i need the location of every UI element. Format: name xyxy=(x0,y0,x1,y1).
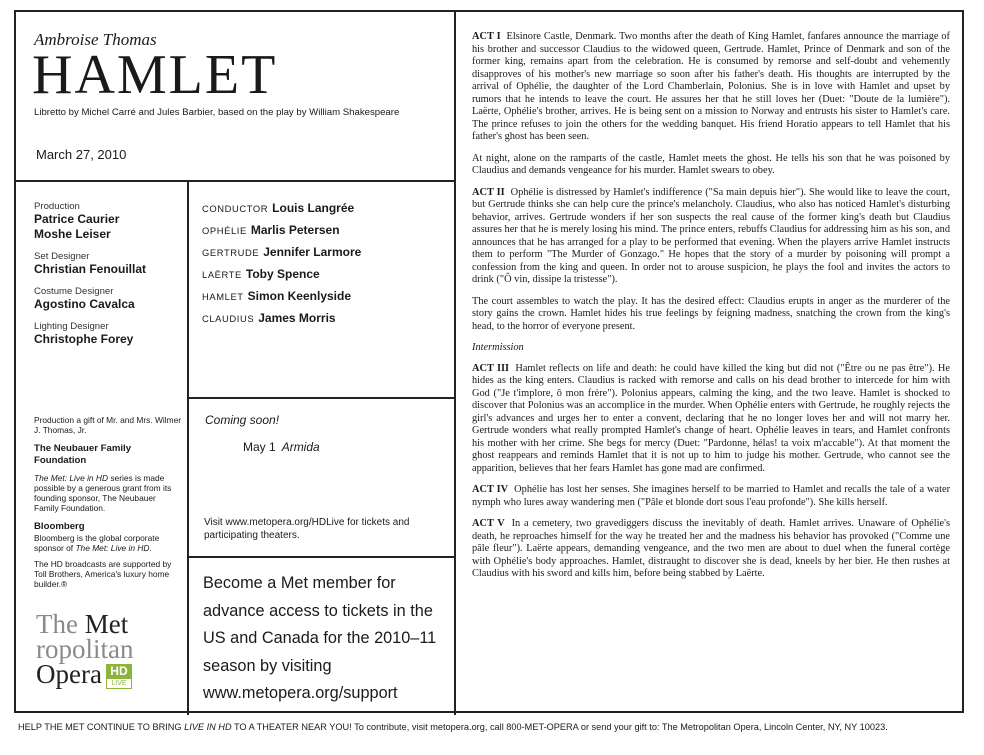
cast-name: Louis Langrée xyxy=(272,201,355,215)
credit-role: Set Designer xyxy=(34,251,90,262)
act-text: In a cemetery, two gravediggers discuss the inevitably of death. Hamlet arrives. Unaware of Ophélie's death, he reproaches himself for the way he treated her and the madness his behavior has provoked ("Comme une pâle fleur"). Laërte appears, demanding vengeance, and the two men are about to duel when the funeral cortège with Ophélie's body approaches. Hamlet, distraught to discover she is dead, kneels by her bier. He then rushes at Claudius with his sword and kills him, before being stabbed by Laërte. xyxy=(472,518,950,579)
series-title: The Met: Live in HD xyxy=(34,473,109,483)
cast-name: Simon Keenlyside xyxy=(247,289,352,303)
page-title: HAMLET xyxy=(32,44,278,106)
met-opera-logo xyxy=(36,609,134,689)
synopsis-paragraph: At night, alone on the ramparts of the castle, Hamlet meets the ghost. He tells his son that he was poisoned by Claudius and demands vengeance for his murder. Hamlet swears to obey. xyxy=(472,152,950,176)
membership-promo: Become a Met member for advance access to tickets in the US and Canada for the 2010–11 season by visiting www.metopera.org/support xyxy=(203,574,437,702)
logo-word-met: Met xyxy=(84,609,129,639)
act-label: ACT V xyxy=(472,518,505,529)
coming-soon-heading: Coming soon! xyxy=(205,413,280,427)
cast-list xyxy=(202,201,361,333)
footer-text: TO A THEATER NEAR YOU! xyxy=(231,722,352,732)
cast-row xyxy=(202,289,361,311)
footer-text: HELP THE MET CONTINUE TO BRING xyxy=(18,722,185,732)
divider-vertical-main xyxy=(454,10,456,715)
credit-name: Christophe Forey xyxy=(34,332,134,346)
act-text: Ophélie has lost her senses. She imagines herself to be married to Hamlet and recalls the tale of a water nymph who lures away wandering men ("Pâle et blonde dort sous l'eau profonde"). She kills herself. xyxy=(472,484,951,508)
cast-row xyxy=(202,223,361,245)
intermission-label: Intermission xyxy=(472,342,524,353)
act-text: Elsinore Castle, Denmark. Two months after the death of King Hamlet, fanfares announce the marriage of his brother and successor Claudius to the widowed queen, Gertrude. Hamlet, Prince of Denmark and son of the former king, remains apart from the celebration. He is consumed by remorse and self-doubt and vehemently disapproves of his mother's new marriage so soon after his father's death. His thoughts are interrupted by the arrival of Ophélie, the daughter of the Lord Chamberlain, Polonius. She is in love with Hamlet and upset by rumors that he intends to leave the court. He assures her that he still loves her (Duet: "Doute de la lumière"). Laërte, Ophélie's brother, arrives. He is being sent on a mission to Norway and entrusts his sister to Hamlet's care. The prince refuses to join the others for the wedding banquet. His friend Horatio appears to tell Hamlet that his father's ghost has been seen. xyxy=(472,31,950,142)
credit-role: Production xyxy=(34,201,80,212)
footer-contribute xyxy=(18,722,968,732)
act-label: ACT IV xyxy=(472,484,509,495)
hd-label: HD xyxy=(106,664,132,678)
synopsis-paragraph xyxy=(472,484,950,509)
live-label: LIVE xyxy=(106,678,132,689)
act-label: ACT III xyxy=(472,362,510,374)
coming-soon-item xyxy=(243,440,320,454)
cast-role: HAMLET xyxy=(202,291,244,302)
act-text: Hamlet reflects on life and death: he could have killed the king but did not ("Être ou ne pas être"). He hides as the king enters. Claudius is racked with remorse and calls on his dead brother to intercede for him with God ("Je t'implore, ô mon frère"). Polonius appears, calming the king, and the two leave. Hamlet is shocked to discover that Polonius was an accomplice in the murder. When Ophélie enters with Gertrude, he roughly rejects the girl's advances and urges her to enter a convent, declaring that he no longer loves her and will not marry her. Gertrude wonders what really prompted Hamlet's change of heart. Ophélie leaves in tears, and Hamlet confronts his mother with her crime. She begs for mercy (Duet: "Pardonne, hélas! ta voix m'accable"). At that moment the ghost reappears and reminds Hamlet that it is not up to him to judge his mother. Gertrude, who cannot see the apparition, believes that her fears Hamlet has gone mad are confirmed. xyxy=(472,362,950,474)
footer-text: To contribute, visit metopera.org, call 800-MET-OPERA or send your gift to: The Metropolitan Opera, Lincoln Center, NY, NY 10023. xyxy=(351,722,888,732)
cast-name: Marlis Petersen xyxy=(250,223,340,237)
cast-row xyxy=(202,311,361,333)
production-gift-line: Production a gift of Mr. and Mrs. Wilmer J. Thomas, Jr. xyxy=(34,415,182,435)
synopsis-paragraph xyxy=(472,31,950,144)
cast-role: GERTRUDE xyxy=(202,247,260,258)
production-credits xyxy=(34,201,184,347)
act-label: ACT I xyxy=(472,31,501,42)
cast-name: James Morris xyxy=(258,311,336,325)
credit-name: Christian Fenouillat xyxy=(34,262,147,276)
performance-date: March 27, 2010 xyxy=(36,147,127,162)
composer-name: Ambroise Thomas xyxy=(34,30,157,49)
cast-row xyxy=(202,245,361,267)
cast-role: LAËRTE xyxy=(202,269,242,280)
cast-row xyxy=(202,267,361,289)
logo-word-the: The xyxy=(36,609,78,639)
act-label: ACT II xyxy=(472,186,505,198)
credit-name: Agostino Cavalca xyxy=(34,297,135,311)
credit-role: Lighting Designer xyxy=(34,321,109,332)
synopsis xyxy=(472,31,950,590)
cast-role: CLAUDIUS xyxy=(202,313,255,324)
neubauer-body: series is made possible by a generous grant from its founding sponsor, The Neubauer Family Foundation. xyxy=(34,473,172,513)
visit-link-text: Visit www.metopera.org/HDLive for tickets and participating theaters. xyxy=(204,517,410,541)
libretto-credit: Libretto by Michel Carré and Jules Barbier, based on the play by William Shakespeare xyxy=(34,107,400,118)
synopsis-paragraph: The court assembles to watch the play. It has the desired effect: Claudius erupts in anger as the murderer of the story gains the crown. Hamlet hides his true feelings by feigning madness, snatching the crown from the king's head, to the horror of everyone present. xyxy=(472,295,950,332)
divider-horizontal-coming xyxy=(187,556,456,558)
synopsis-paragraph xyxy=(472,363,950,476)
neubauer-heading: The Neubauer Family Foundation xyxy=(34,443,132,466)
coming-soon-date: May 1 xyxy=(243,440,276,454)
synopsis-paragraph xyxy=(472,518,950,581)
credit-name: Patrice Caurier xyxy=(34,212,120,226)
bloomberg-text xyxy=(34,533,182,553)
logo-word-opera: Opera xyxy=(36,659,102,689)
hd-live-icon xyxy=(106,664,132,689)
synopsis-paragraph xyxy=(472,187,950,287)
divider-horizontal-header xyxy=(14,180,456,182)
cast-name: Toby Spence xyxy=(245,267,320,281)
divider-vertical-left xyxy=(187,180,189,715)
credit-name: Moshe Leiser xyxy=(34,227,111,241)
sponsor-notes xyxy=(34,415,182,589)
neubauer-text xyxy=(34,473,182,513)
cast-name: Jennifer Larmore xyxy=(263,245,362,259)
toll-brothers-text: The HD broadcasts are supported by Toll Brothers, America's luxury home builder.® xyxy=(34,559,172,589)
cast-role: OPHÉLIE xyxy=(202,225,247,236)
series-title: The Met: Live in HD. xyxy=(75,543,152,553)
bloomberg-heading: Bloomberg xyxy=(34,521,85,532)
coming-soon-title: Armida xyxy=(281,440,320,454)
cast-role: CONDUCTOR xyxy=(202,203,269,214)
cast-row xyxy=(202,201,361,223)
logo-word-ropolitan: ropolitan xyxy=(36,634,134,664)
footer-emphasis: LIVE IN HD xyxy=(184,722,232,732)
credit-role: Costume Designer xyxy=(34,286,114,297)
act-text: Ophélie is distressed by Hamlet's indifference ("Sa main depuis hier"). She would like to leave the court, but Gertrude thinks she can help cure the prince's melancholy. Claudius, who also has noticed Hamlet's disturbing behavior, arrives. Gertrude wonders if her son suspects the real cause of the former king's death but Claudius assures her that he is merely losing his mind. The prince enters, rebuffs Claudius for addressing him as his son, and announces that he has arranged for a play to be performed that evening. When the players arrive Hamlet instructs them to perform "The Murder of Gonzago." He hopes that the story of a murder by poisoning will prompt a confession from the king and queen. In order not to arouse suspicion, he plays the fool and invites the actors to drink ("Ô vin, dissipe la tristesse"). xyxy=(472,186,950,285)
divider-horizontal-cast xyxy=(187,397,456,399)
bloomberg-body: Bloomberg is the global corporate sponsor of xyxy=(34,533,160,553)
